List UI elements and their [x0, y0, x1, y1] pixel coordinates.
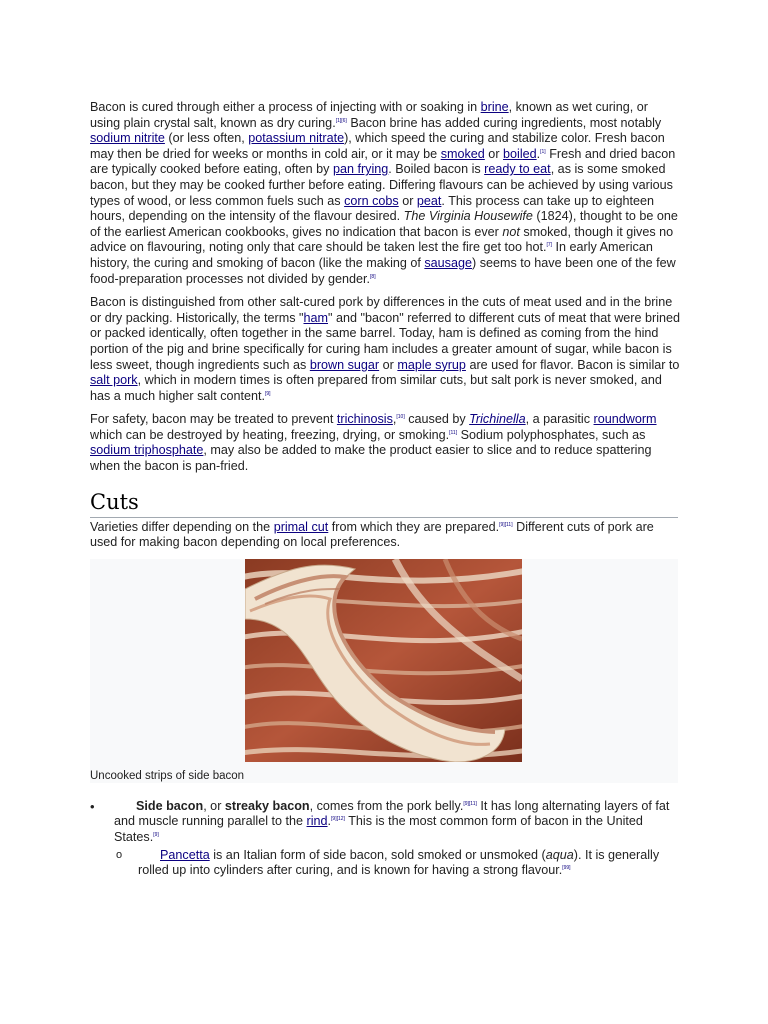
link-boiled[interactable]: boiled [503, 146, 537, 161]
link-ham[interactable]: ham [303, 310, 328, 325]
text: , as is some smoked bacon, but they may be cooked further before eating. Differing flavours can be achieved by using various types of wood, or less common fuels such as [90, 162, 673, 208]
text: Fresh and dried bacon are typically cooked before eating, often by [90, 146, 676, 177]
link-pancetta[interactable]: Pancetta [160, 847, 210, 862]
link-trichinosis[interactable]: trichinosis [336, 412, 393, 427]
link-smoked[interactable]: smoked [440, 146, 485, 161]
list-item-side-bacon [90, 799, 680, 879]
text: Different cuts of pork are used for making bacon depending on local preferences. [90, 519, 654, 550]
citation[interactable]: [9][11] [499, 521, 513, 528]
link-corn-cobs[interactable]: corn cobs [344, 193, 399, 208]
citation[interactable]: [9] [265, 390, 271, 397]
sub-list [114, 848, 680, 879]
bacon-photo[interactable] [245, 559, 522, 762]
figure-caption: Uncooked strips of side bacon [90, 769, 245, 782]
cuts-list [90, 799, 680, 879]
text: It has long alternating layers of fat and muscle running parallel to the [114, 798, 670, 829]
text: ) seems to have been one of the few food-preparation processes not divided by gender. [90, 255, 676, 286]
link-maple-syrup[interactable]: maple syrup [397, 357, 466, 372]
link-brown-sugar[interactable]: brown sugar [309, 357, 380, 372]
emphasis: not [502, 224, 520, 239]
paragraph-distinction [90, 295, 680, 404]
link-potassium-nitrate[interactable]: potassium nitrate [248, 131, 345, 146]
paragraph-cuts-intro [90, 520, 680, 551]
link-ready-to-eat[interactable]: ready to eat [484, 162, 551, 177]
text: ). It is generally rolled up into cylinders after curing, and is known for having a strong flavour. [138, 847, 660, 878]
text: or [398, 193, 417, 208]
citation[interactable]: [1][6] [335, 117, 347, 124]
citation[interactable]: [1] [540, 148, 546, 155]
link-sodium-triphosphate[interactable]: sodium triphosphate [90, 443, 204, 458]
text: Bacon is distinguished from other salt-cured pork by differences in the cuts of meat used and in the brine or dry packing. Historically, the terms " [90, 295, 673, 325]
text: smoked, though it gives no advice on flavouring, noting only that care should be taken lest the fire get too hot. [90, 224, 674, 255]
citation[interactable]: [9][12] [331, 816, 345, 823]
citation[interactable]: [10] [396, 414, 405, 421]
text: from which they are prepared. [328, 519, 500, 534]
article-body [90, 100, 680, 879]
link-salt-pork[interactable]: salt pork [90, 373, 138, 388]
term-streaky-bacon: streaky bacon [224, 798, 310, 813]
text: . Boiled bacon is [388, 162, 485, 177]
link-text: Trichinella [469, 412, 526, 427]
section-heading-cuts: Cuts [90, 489, 678, 518]
text: is an Italian form of side bacon, sold smoked or unsmoked ( [209, 847, 546, 862]
paragraph-curing [90, 100, 680, 287]
text: . [536, 146, 541, 161]
book-title: The Virginia Housewife [403, 209, 533, 224]
text: are used for flavor. Bacon is similar to [465, 357, 680, 372]
list-item-pancetta [114, 848, 680, 879]
link-pan-frying[interactable]: pan frying [332, 162, 389, 177]
text: (1824), thought to be one of the earliest American cookbooks, gives no indication that bacon is ever [90, 209, 678, 239]
text: (or less often, [164, 131, 249, 146]
link-sausage[interactable]: sausage [424, 255, 472, 270]
text: . This process can take up to eighteen hours, depending on the intensity of the flavour desired. [90, 193, 655, 224]
emphasis-aqua: aqua [545, 847, 574, 862]
citation[interactable]: [9] [153, 832, 159, 839]
link-rind[interactable]: rind [306, 814, 328, 829]
text: which can be destroyed by heating, freezing, drying, or smoking. [90, 427, 450, 442]
text: Sodium polyphosphates, such as [457, 427, 646, 442]
text: In early American history, the curing and smoking of bacon (like the making of [90, 240, 653, 270]
text: , a parasitic [525, 412, 594, 427]
text: or [379, 357, 398, 372]
text: , [392, 412, 397, 427]
citation[interactable]: [7] [546, 242, 553, 249]
text: , which in modern times is often prepared from similar cuts, but salt pork is never smoked, and has a much higher salt content. [90, 373, 662, 403]
citation[interactable]: [9][11] [463, 800, 477, 807]
term-side-bacon: Side bacon [136, 798, 204, 813]
text: or [484, 146, 504, 161]
figure-side-bacon [90, 559, 678, 783]
sub-bullet-marker: o [116, 848, 123, 861]
text: Bacon brine has added curing ingredients, most notably [346, 115, 662, 130]
text: , comes from the pork belly. [309, 798, 464, 813]
link-primal-cut[interactable]: primal cut [273, 519, 329, 534]
text: . [327, 814, 332, 829]
text: " and "bacon" referred to different cuts of meat that were brined or packed identically, often together in the same barrel. Today, ham is defined as coming from the hind portion of the pig and brine specifically for curing ham includes a greater amount of sugar, while bacon is less sweet, though ingredients such as [90, 310, 681, 372]
text: , known as wet curing, or using plain crystal salt, known as dry curing. [90, 100, 648, 130]
text: caused by [404, 412, 470, 427]
text: ), which speed the curing and stabilize color. Fresh bacon may then be dried for weeks or months in cold air, or it may be [90, 131, 665, 161]
text: Bacon is cured through either a process of injecting with or soaking in [90, 100, 481, 114]
text: Varieties differ depending on the [90, 519, 274, 534]
citation[interactable]: [8] [370, 273, 376, 280]
text: , or [203, 798, 225, 813]
link-roundworm[interactable]: roundworm [593, 412, 657, 427]
text: , may also be added to make the product easier to slice and to reduce spattering when the bacon is pan-fried. [90, 443, 652, 474]
link-peat[interactable]: peat [416, 193, 442, 208]
link-trichinella[interactable] [469, 412, 525, 426]
link-sodium-nitrite[interactable]: sodium nitrite [90, 131, 165, 146]
citation[interactable]: [11] [449, 429, 458, 436]
text: This is the most common form of bacon in the United States. [114, 814, 643, 845]
bullet-marker: • [90, 798, 95, 814]
text: For safety, bacon may be treated to prevent [90, 412, 337, 427]
link-brine[interactable]: brine [480, 100, 509, 114]
citation[interactable]: [99] [562, 865, 571, 872]
paragraph-safety [90, 412, 680, 474]
